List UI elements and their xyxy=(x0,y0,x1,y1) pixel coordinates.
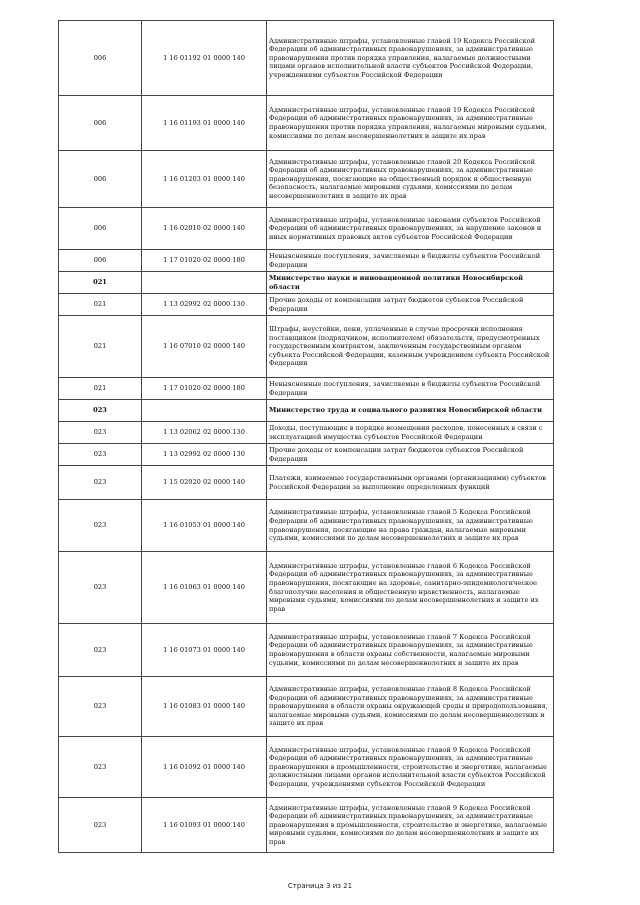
admin-code-cell: 023 xyxy=(59,677,142,737)
admin-code-cell: 023 xyxy=(59,552,142,624)
table-row xyxy=(59,96,554,151)
table-row xyxy=(59,250,554,272)
table-row xyxy=(59,294,554,316)
admin-code-cell: 021 xyxy=(59,272,142,294)
kbk-code-cell: 1 17 01020 02 0000 180 xyxy=(142,378,267,400)
kbk-code-cell xyxy=(142,400,267,422)
revenue-name-cell: Прочие доходы от компенсации затрат бюджетов субъектов Российской Федерации xyxy=(267,294,554,316)
table-row xyxy=(59,798,554,853)
revenue-name-cell: Доходы, поступающие в порядке возмещения расходов, понесенных в связи с эксплуатацией имущества субъектов Российской Федерации xyxy=(267,422,554,444)
revenue-name-cell: Административные штрафы, установленные главой 9 Кодекса Российской Федерации об административных правонарушениях, за административные правонарушения в промышленности, строительстве и энергетике, налагаемые мировыми судьями, комиссиями по делам несовершеннолетних и защите их прав xyxy=(267,798,554,853)
table-row xyxy=(59,466,554,500)
admin-code-cell: 021 xyxy=(59,316,142,378)
revenue-name-cell: Министерство науки и инновационной политики Новосибирской области xyxy=(267,272,554,294)
admin-code-cell: 023 xyxy=(59,737,142,798)
page-number: Страница 3 из 21 xyxy=(287,882,353,890)
revenue-name-cell: Административные штрафы, установленные главой 5 Кодекса Российской Федерации об административных правонарушениях, за административные правонарушения, посягающие на права граждан, налагаемые мировыми судьями, комиссиями по делам несовершеннолетних и защите их прав xyxy=(267,500,554,552)
admin-code-cell: 023 xyxy=(59,624,142,677)
revenue-name-cell: Невыясненные поступления, зачисляемые в бюджеты субъектов Российской Федерации xyxy=(267,378,554,400)
kbk-code-cell: 1 16 01083 01 0000 140 xyxy=(142,677,267,737)
admin-code-cell: 006 xyxy=(59,250,142,272)
kbk-code-cell: 1 16 01093 01 0000 140 xyxy=(142,798,267,853)
kbk-code-cell: 1 16 01073 01 0000 140 xyxy=(142,624,267,677)
kbk-code-cell: 1 17 01020 02 0000 180 xyxy=(142,250,267,272)
table-row xyxy=(59,151,554,208)
kbk-code-cell: 1 16 01092 01 0000 140 xyxy=(142,737,267,798)
kbk-code-cell: 1 16 01193 01 0000 140 xyxy=(142,96,267,151)
revenue-name-cell: Штрафы, неустойки, пени, уплаченные в случае просрочки исполнения поставщиком (подрядчиком, исполнителем) обязательств, предусмотренных государственным контрактом, заключенным государственным органом субъекта Российской Федерации, казенным учреждением субъекта Российской Федерации xyxy=(267,316,554,378)
section-header-row xyxy=(59,400,554,422)
revenue-name-cell: Административные штрафы, установленные главой 8 Кодекса Российской Федерации об административных правонарушениях, за административные правонарушения в области охраны окружающей среды и природопользования, налагаемые мировыми судьями, комиссиями по делам несовершеннолетних и защите их прав xyxy=(267,677,554,737)
kbk-code-cell xyxy=(142,272,267,294)
admin-code-cell: 023 xyxy=(59,466,142,500)
table-row xyxy=(59,21,554,96)
admin-code-cell: 021 xyxy=(59,294,142,316)
table-row xyxy=(59,208,554,250)
kbk-code-cell: 1 15 02020 02 0000 140 xyxy=(142,466,267,500)
revenue-name-cell: Административные штрафы, установленные главой 9 Кодекса Российской Федерации об административных правонарушениях, за административные правонарушения в промышленности, строительстве и энергетике, налагаемые должностными лицами органов исполнительной власти субъектов Российской Федерации, учреждениями субъектов Российской Федерации xyxy=(267,737,554,798)
revenue-name-cell: Министерство труда и социального развития Новосибирской области xyxy=(267,400,554,422)
admin-code-cell: 023 xyxy=(59,444,142,466)
table-row xyxy=(59,500,554,552)
kbk-code-cell: 1 16 01203 01 0000 140 xyxy=(142,151,267,208)
admin-code-cell: 006 xyxy=(59,21,142,96)
revenue-name-cell: Административные штрафы, установленные главой 19 Кодекса Российской Федерации об административных правонарушениях, за административные правонарушения против порядка управления, налагаемые должностными лицами органов исполнительной власти субъектов Российской Федерации, учреждениями субъектов Российской Федерации xyxy=(267,21,554,96)
kbk-code-cell: 1 16 07010 02 0000 140 xyxy=(142,316,267,378)
section-header-row xyxy=(59,272,554,294)
table-row xyxy=(59,316,554,378)
kbk-code-cell: 1 16 02010 02 0000 140 xyxy=(142,208,267,250)
revenue-name-cell: Административные штрафы, установленные главой 19 Кодекса Российской Федерации об административных правонарушениях, за административные правонарушения против порядка управления, налагаемые мировыми судьями, комиссиями по делам несовершеннолетних и защите их прав xyxy=(267,96,554,151)
table-body xyxy=(59,21,554,853)
admin-code-cell: 023 xyxy=(59,400,142,422)
revenue-name-cell: Административные штрафы, установленные главой 20 Кодекса Российской Федерации об административных правонарушениях, за административные правонарушения, посягающие на общественный порядок и общественную безопасность, налагаемые мировыми судьями, комиссиями по делам несовершеннолетних и защите их прав xyxy=(267,151,554,208)
table-row xyxy=(59,422,554,444)
kbk-code-cell: 1 16 01063 01 0000 140 xyxy=(142,552,267,624)
table-row xyxy=(59,737,554,798)
admin-code-cell: 006 xyxy=(59,208,142,250)
kbk-code-cell: 1 13 02992 02 0000 130 xyxy=(142,444,267,466)
kbk-code-cell: 1 13 02992 02 0000 130 xyxy=(142,294,267,316)
table-row xyxy=(59,378,554,400)
admin-code-cell: 006 xyxy=(59,96,142,151)
table-row xyxy=(59,552,554,624)
kbk-code-cell: 1 16 01053 01 0000 140 xyxy=(142,500,267,552)
table-row xyxy=(59,624,554,677)
admin-code-cell: 023 xyxy=(59,798,142,853)
admin-code-cell: 023 xyxy=(59,422,142,444)
revenue-name-cell: Невыясненные поступления, зачисляемые в бюджеты субъектов Российской Федерации xyxy=(267,250,554,272)
revenue-name-cell: Административные штрафы, установленные законами субъектов Российской Федерации об административных правонарушениях, за нарушение законов и иных нормативных правовых актов субъектов Российской Федерации xyxy=(267,208,554,250)
revenue-name-cell: Платежи, взимаемые государственными органами (организациями) субъектов Российской Федерации за выполнение определенных функций xyxy=(267,466,554,500)
revenue-codes-table xyxy=(58,20,554,853)
admin-code-cell: 021 xyxy=(59,378,142,400)
admin-code-cell: 006 xyxy=(59,151,142,208)
kbk-code-cell: 1 16 01192 01 0000 140 xyxy=(142,21,267,96)
admin-code-cell: 023 xyxy=(59,500,142,552)
revenue-name-cell: Административные штрафы, установленные главой 6 Кодекса Российской Федерации об административных правонарушениях, за административные правонарушения, посягающие на здоровье, санитарно-эпидемиологическое благополучие населения и общественную нравственность, налагаемые мировыми судьями, комиссиями по делам несовершеннолетних и защите их прав xyxy=(267,552,554,624)
kbk-code-cell: 1 13 02062 02 0000 130 xyxy=(142,422,267,444)
table-row xyxy=(59,677,554,737)
revenue-name-cell: Административные штрафы, установленные главой 7 Кодекса Российской Федерации об административных правонарушениях, за административные правонарушения в области охраны собственности, налагаемые мировыми судьями, комиссиями по делам несовершеннолетних и защите их прав xyxy=(267,624,554,677)
table-row xyxy=(59,444,554,466)
revenue-name-cell: Прочие доходы от компенсации затрат бюджетов субъектов Российской Федерации xyxy=(267,444,554,466)
